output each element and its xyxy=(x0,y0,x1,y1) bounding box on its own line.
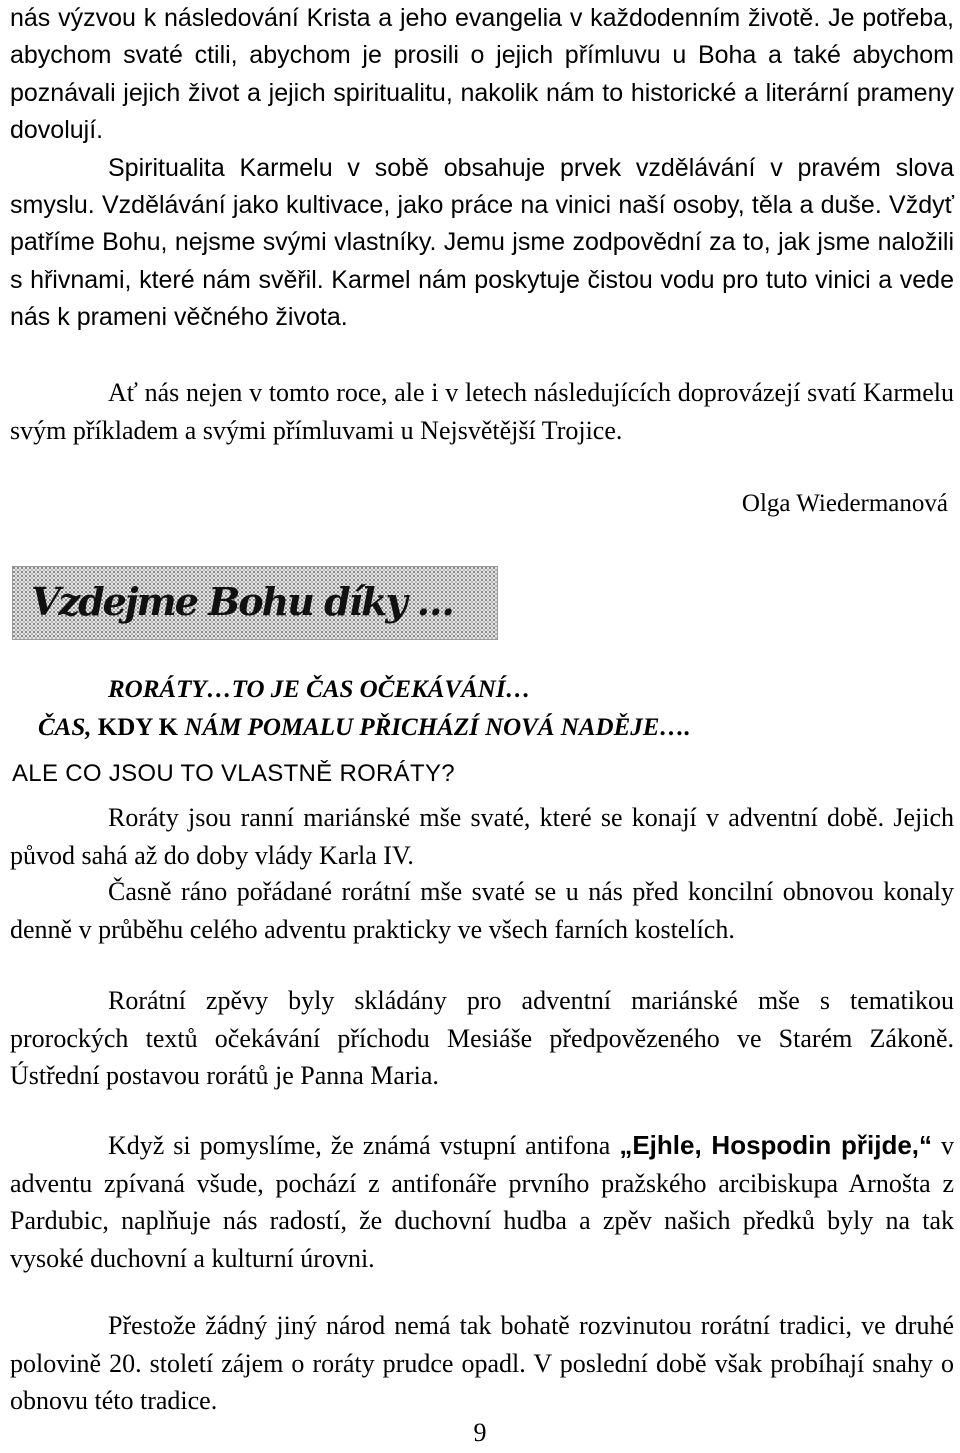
section-banner xyxy=(12,566,498,640)
heading-2-part-2: KDY K xyxy=(97,714,185,741)
banner-title: Vzdejme Bohu díky … xyxy=(31,579,453,624)
heading-2-part-1: ČAS, xyxy=(38,714,98,741)
paragraph-4-rest: v adventu zpívaná všude, pochází z antifonáře prvního pražského arcibiskupa Arnošta z Pardubic, naplňuje nás radostí, že duchovní hudba a zpěv našich předků byly na tak vysoké duchovní a kulturní úrovni. xyxy=(10,1131,955,1273)
intro-paragraph-1: nás výzvou k následování Krista a jeho evangelia v každodenním životě. Je potřeba, abychom svaté ctili, abychom je prosili o jejich přímluvu u Boha a také abychom poznávali jejich život a jejich spiritualitu, nakolik nám to historické a literární prameny dovolují. xyxy=(10,4,954,145)
article-paragraph-2: Časně ráno pořádané rorátní mše svaté se u nás před koncilní obnovou konaly denně v průběhu celého adventu prakticky ve všech farních kostelích. xyxy=(10,877,954,944)
article-paragraph-3: Rorátní zpěvy byly skládány pro adventní mariánské mše s tematikou prorockých textů očekávání příchodu Mesiáše předpovězeného ve Starém Zákoně. Ústřední postavou rorátů je Panna Maria. xyxy=(10,986,954,1090)
page-number: 9 xyxy=(473,1418,487,1447)
intro-paragraph-3: Ať nás nejen v tomto roce, ale i v letech následujících doprovázejí svatí Karmelu svým příkladem a svými přímluvami u Nejsvětější Trojice. xyxy=(10,378,954,445)
paragraph-4-intro: Když si pomyslíme, že známá vstupní antifona xyxy=(108,1131,620,1160)
heading-2-part-3: NÁM POMALU PŘICHÁZÍ NOVÁ NADĚJE…. xyxy=(184,714,691,741)
intro-paragraph-2: Spiritualita Karmelu v sobě obsahuje prvek vzdělávání v pravém slova smyslu. Vzdělávání jako kultivace, jako práce na vinici naší osoby, těla a duše. Vždyť patříme Bohu, nejsme svými vlastníky. Jemu jsme zodpovědní za to, jak jsme naložili s hřivnami, které nám svěřil. Karmel nám poskytuje čistou vodu pro tuto vinici a vede nás k prameni věčného života. xyxy=(10,153,954,332)
article-paragraph-1: Roráty jsou ranní mariánské mše svaté, které se konají v adventní době. Jejich původ sahá až do doby vlády Karla IV. xyxy=(10,803,954,870)
antiphon-quote: „Ejhle, Hospodin přijde,“ xyxy=(619,1130,933,1160)
article-paragraph-4 xyxy=(10,1127,954,1277)
article-paragraph-5: Přestože žádný jiný národ nemá tak bohatě rozvinutou rorátní tradici, ve druhé polovině 20. století zájem o roráty prudce opadl. V poslední době však probíhají snahy o obnovu této tradice. xyxy=(10,1311,954,1415)
article-heading-1: RORÁTY…TO JE ČAS OČEKÁVÁNÍ… xyxy=(108,676,531,703)
article-question: ALE CO JSOU TO VLASTNĚ RORÁTY? xyxy=(12,760,455,787)
article-heading-2 xyxy=(38,714,691,742)
signature: Olga Wiedermanová xyxy=(741,490,948,517)
